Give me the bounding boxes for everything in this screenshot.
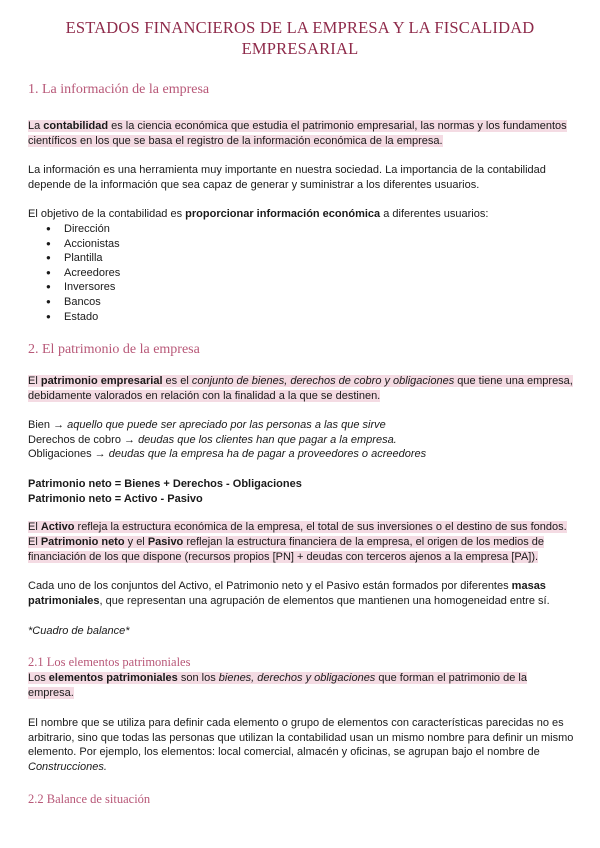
list-item: ● Estado (28, 310, 120, 325)
masas-paragraph: Cada uno de los conjuntos del Activo, el Patrimonio neto y el Pasivo están formados por diferentes masas patrimoniales, que representan una agrupación de elementos que mantienen una homogeneidad entre sí. (28, 580, 550, 607)
patrimonio-definition: El patrimonio empresarial es el conjunto de bienes, derechos de cobro y obligaciones que tiene una empresa, debidamente valorados en relación con la finalidad a la que se destinen. (28, 375, 573, 402)
equation-2: Patrimonio neto = Activo - Pasivo (28, 492, 203, 505)
section-1-heading: 1. La información de la empresa (28, 82, 210, 97)
informacion-paragraph: La información es una herramienta muy importante en nuestra sociedad. La importancia de la contabilidad depende de la información que sea capaz de generar y suministrar a los diferentes usuarios. (28, 164, 546, 191)
elementos-definition: Los elementos patrimoniales son los bienes, derechos y obligaciones que forman el patrimonio de la empresa. (28, 672, 527, 699)
document-title: ESTADOS FINANCIEROS DE LA EMPRESA Y LA FISCALIDAD EMPRESARIAL (65, 18, 535, 58)
patrimonio-definitions (28, 418, 574, 462)
activo-paragraph: El Activo refleja la estructura económica de la empresa, el total de sus inversiones o el destino de sus fondos. (28, 521, 567, 533)
obligaciones-definition: Obligaciones → deudas que la empresa ha de pagar a proveedores o acreedores (28, 448, 427, 460)
list-item: ● Dirección (28, 222, 120, 237)
list-item: ● Plantilla (28, 251, 120, 266)
list-item: ● Inversores (28, 280, 120, 295)
list-item: ● Acreedores (28, 266, 120, 281)
contabilidad-definition: La contabilidad es la ciencia económica que estudia el patrimonio empresarial, las normas y los fundamentos científicos en los que se basa el registro de la información económica de la empresa. (28, 120, 567, 147)
pasivo-paragraph: El Patrimonio neto y el Pasivo reflejan la estructura financiera de la empresa, el origen de los medios de financiación de los que dispone (recursos propios [PN] + deudas con terceros ajenos a la empresa [PA]). (28, 536, 545, 563)
users-list (28, 222, 120, 324)
objetivo-paragraph: El objetivo de la contabilidad es proporcionar información económica a diferentes usuarios: (28, 208, 489, 220)
cuadro-note: *Cuadro de balance* (28, 625, 130, 637)
list-item: ● Bancos (28, 295, 120, 310)
section-2-2-heading: 2.2 Balance de situación (28, 792, 151, 806)
section-2-1-heading: 2.1 Los elementos patrimoniales (28, 655, 191, 669)
bien-definition: Bien → aquello que puede ser apreciado por las personas a las que sirve (28, 419, 386, 431)
section-2-heading: 2. El patrimonio de la empresa (28, 342, 200, 357)
nombre-paragraph: El nombre que se utiliza para definir cada elemento o grupo de elementos con características parecidas no es arbitrario, sino que todas las personas que utilizan la contabilidad usan un mismo nombre para definir un mismo elemento. Por ejemplo, los elementos: local comercial, almacén y oficinas, se agrupan bajo el nombre de Construcciones. (28, 717, 574, 773)
equation-1: Patrimonio neto = Bienes + Derechos - Obligaciones (28, 478, 302, 490)
list-item: ● Accionistas (28, 237, 120, 252)
equations (28, 477, 574, 506)
derechos-definition: Derechos de cobro → deudas que los clientes han que pagar a la empresa. (28, 433, 397, 446)
